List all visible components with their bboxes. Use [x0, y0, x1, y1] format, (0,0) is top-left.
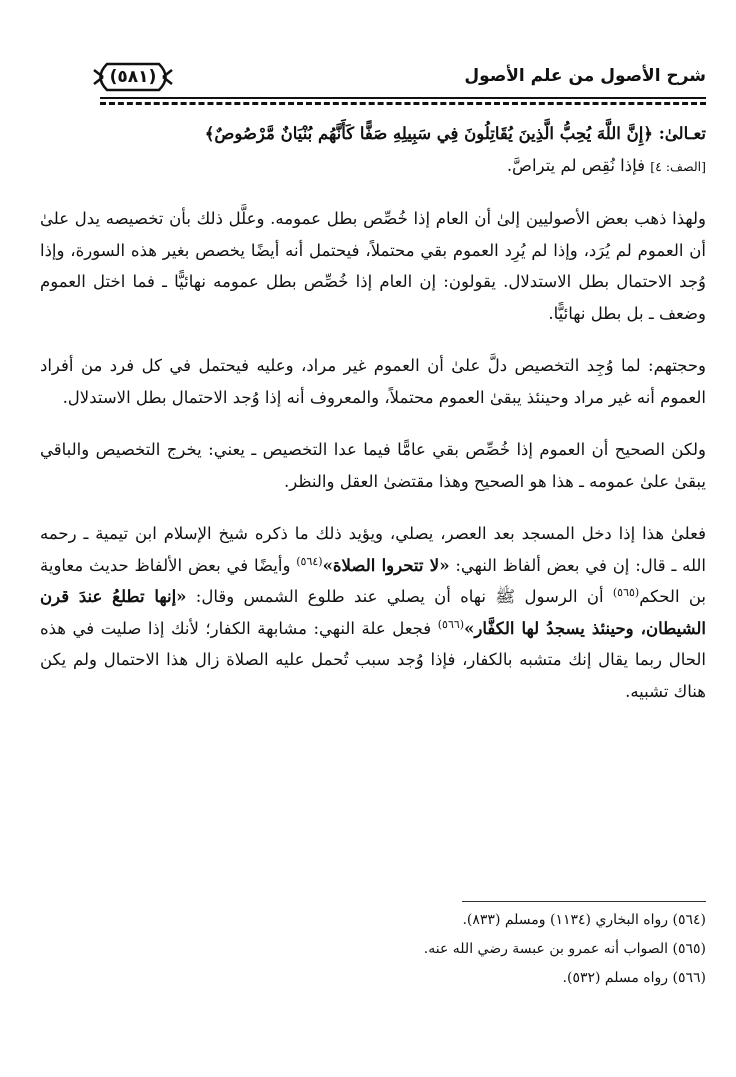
- footnote: (٥٦٦) رواه مسلم (٥٣٢).: [562, 970, 706, 986]
- footnote-ref[interactable]: (٥٦٥): [612, 586, 640, 599]
- paragraph: [40, 518, 706, 707]
- paragraph: ولهذا ذهب بعض الأصوليين إلىٰ أن العام إذا خُصِّص بطل عمومه. وعلَّل ذلك بأن تخصيصه يدل علىٰ أن العموم لم يُرَد، وإذا لم يُرِد العموم بقي محتملاً، فيحتمل أنه أيضًا يخصص بغير هذه السورة، وإذا وُجد الاحتمال بطل الاستدلال. يقولون: إن العام إذا خُصِّص بطل عمومه نهائيًّا ـ فما اختل العموم وضعف ـ بل بطل نهائيًّا.: [40, 209, 706, 323]
- paragraph-text: فعلىٰ هذا إذا دخل المسجد بعد العصر، يصلي، ويؤيد ذلك ما ذكره شيخ الإسلام ابن تيمية ـ رحمه الله ـ قال: إن في بعض ألفاظ النهي:: [40, 524, 707, 575]
- header-rule-dashed: [100, 102, 706, 105]
- footnote-separator: [462, 901, 706, 902]
- footnote: (٥٦٥) الصواب أنه عمرو بن عبسة رضي الله عنه.: [423, 941, 706, 957]
- header-rule: [100, 97, 706, 99]
- footnotes: [40, 906, 706, 993]
- paragraph-text: أن الرسول ﷺ نهاه أن يصلي عند طلوع الشمس وقال:: [195, 587, 604, 606]
- page-number-badge: [92, 62, 174, 92]
- paragraph: ولكن الصحيح أن العموم إذا خُصِّص بقي عامًّا فيما عدا التخصيص ـ يعني: يخرج التخصيص والباقي يبقىٰ علىٰ عمومه ـ هذا هو الصحيح وهذا مقتضىٰ العقل والنظر.: [40, 440, 706, 491]
- quote-conclusion: فإذا نُقِص لم يتراصَّ.: [506, 155, 646, 175]
- paragraph: وحجتهم: لما وُجِد التخصيص دلَّ علىٰ أن العموم غير مراد، وعليه فيحتمل في كل فرد من أفراد العموم أنه غير مراد وحينئذ يبقىٰ العموم محتملاً، والمعروف أنه إذا وُجد الاحتمال بطل الاستدلال.: [40, 356, 706, 407]
- footnote: (٥٦٤) رواه البخاري (١١٣٤) ومسلم (٨٣٣).: [462, 912, 706, 928]
- hadith-quote: «لا تتحروا الصلاة»: [322, 555, 450, 575]
- running-title: شرح الأصول من علم الأصول: [464, 66, 706, 86]
- hadith-quote: «إنها تطلعُ عندَ قرن الشيطان، وحينئذ يسجدُ لها الكفَّار»: [40, 587, 706, 638]
- footnote-ref[interactable]: (٥٦٦): [437, 617, 465, 631]
- paragraph-text: فجعل علة النهي: مشابهة الكفار؛ لأنك إذا صليت في هذه الحال ربما يقال إنك متشبه بالكفار، فإذا وُجد سبب تُحمل عليه الصلاة زال هذا الاحتمال ولم يكن هناك تشبيه.: [40, 618, 706, 701]
- quote-line-2: [40, 150, 706, 183]
- page-header: [92, 58, 706, 94]
- quran-quote: تعـالىٰ: ﴿إِنَّ اللَّهَ يُحِبُّ الَّذِينَ يُقَاتِلُونَ فِي سَبِيلِهِ صَفًّا كَأَنَّهُم بُنْيَانٌ مَّرْصُوصٌ﴾: [204, 124, 706, 143]
- footnote-ref[interactable]: (٥٦٤): [296, 554, 323, 568]
- main-text: [40, 118, 706, 707]
- quote-line: [40, 118, 706, 150]
- quote-reference: [الصف: ٤]: [650, 158, 706, 174]
- page-number: (٥٨١): [109, 67, 157, 87]
- paragraph-text: وأيضًا في بعض الألفاظ حديث معاوية بن الحكم: [40, 555, 706, 606]
